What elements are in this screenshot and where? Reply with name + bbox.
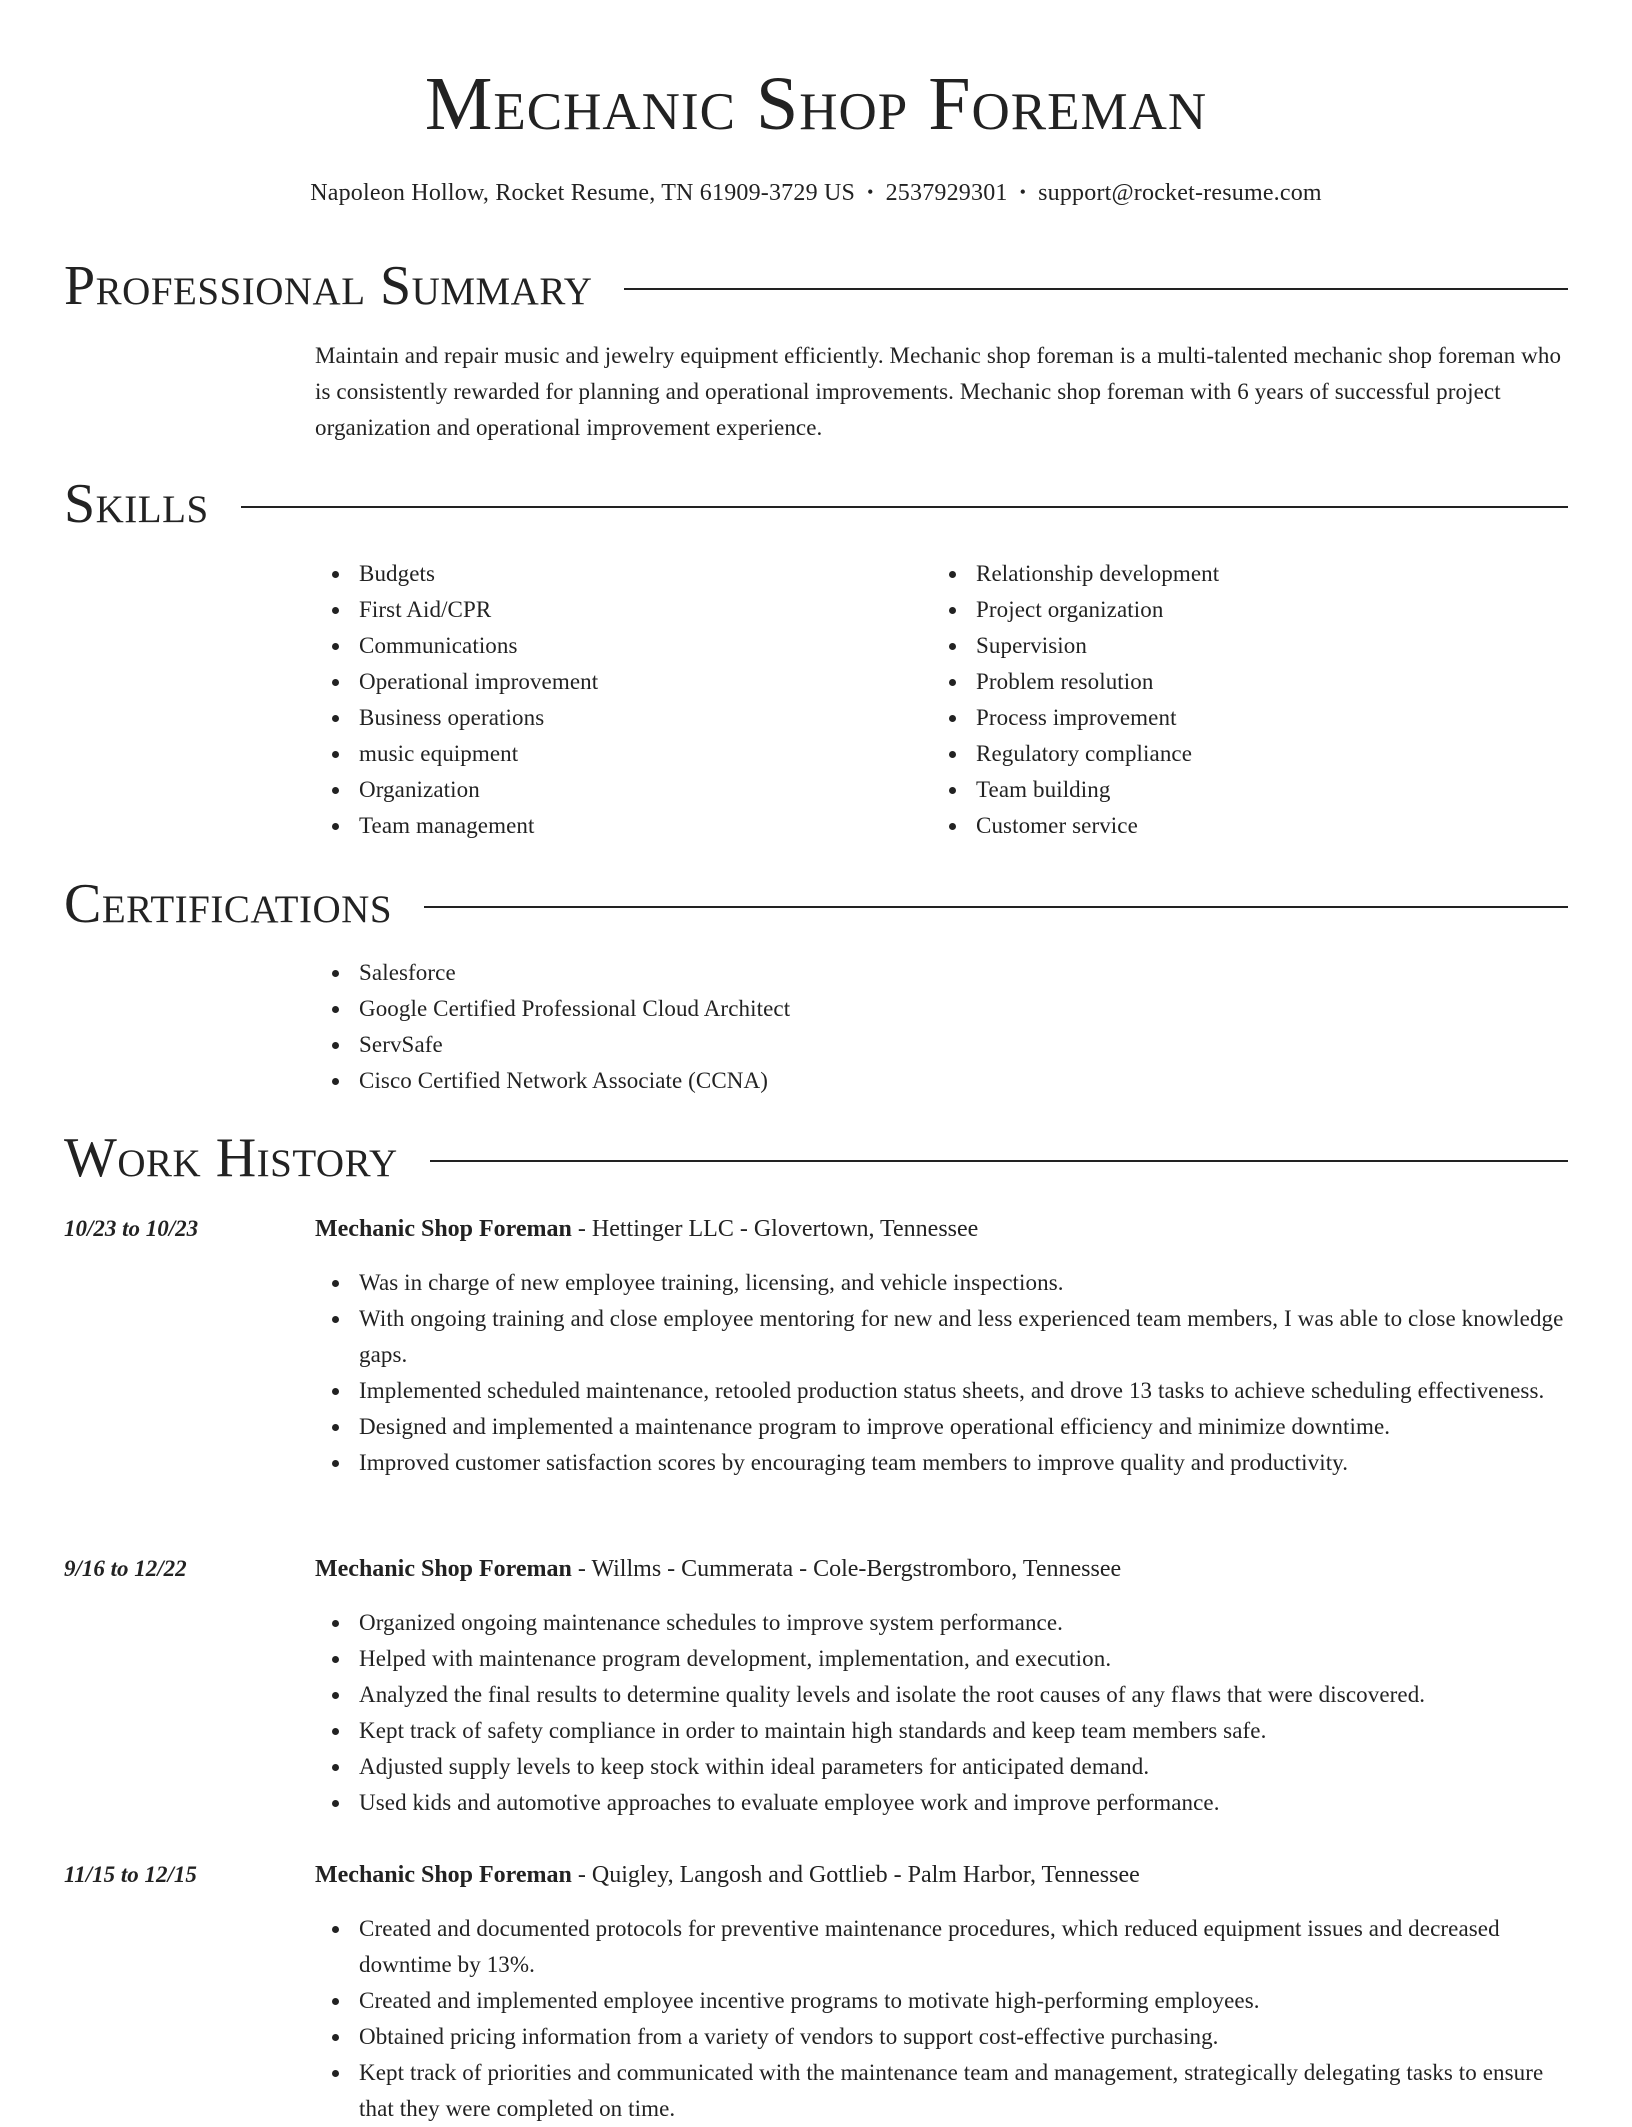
job-dates: 9/16 to 12/22 [64, 1556, 187, 1581]
job-bullets [315, 1265, 1568, 1481]
job-role: Mechanic Shop Foreman [315, 1556, 572, 1582]
section-divider [241, 506, 1568, 508]
skill-item: Supervision [976, 628, 1532, 664]
job-bullet: Adjusted supply levels to keep stock within ideal parameters for anticipated demand. [359, 1749, 1568, 1785]
job-bullet: Obtained pricing information from a variety of vendors to support cost-effective purchasing. [359, 2019, 1568, 2055]
contact-address: Napoleon Hollow, Rocket Resume, TN 61909-3729 US [310, 180, 856, 206]
job-bullet: Kept track of safety compliance in order to maintain high standards and keep team members safe. [359, 1713, 1568, 1749]
skill-item: Budgets [359, 556, 915, 592]
job-role: Mechanic Shop Foreman [315, 1862, 572, 1888]
skills-column-left [315, 556, 915, 844]
section-summary-header [64, 254, 1568, 318]
job-title-line [315, 1857, 1568, 1893]
contact-separator: • [867, 182, 874, 202]
job-company: - Quigley, Langosh and Gottlieb - Palm Harbor, Tennessee [571, 1862, 1140, 1888]
job-title-line [315, 1551, 1568, 1587]
job-bullet: Created and documented protocols for preventive maintenance procedures, which reduced equipment issues and decreased downtime by 13%. [359, 1911, 1568, 1983]
certification-item: ServSafe [359, 1027, 1568, 1063]
contact-phone: 2537929301 [885, 180, 1008, 206]
skill-item: Regulatory compliance [976, 736, 1532, 772]
resume-name: Mechanic Shop Foreman [424, 62, 1208, 146]
skill-item: Relationship development [976, 556, 1532, 592]
job-bullet: Helped with maintenance program development, implementation, and execution. [359, 1641, 1568, 1677]
job-bullet: Kept track of priorities and communicated with the maintenance team and management, strategically delegating tasks to ensure that they were completed on time. [359, 2055, 1568, 2127]
job-bullets [315, 1911, 1568, 2127]
job-bullet: Created and implemented employee incentive programs to motivate high-performing employees. [359, 1983, 1568, 2019]
job-bullets [315, 1605, 1568, 1821]
job-dates: 11/15 to 12/15 [64, 1862, 197, 1887]
job-bullet: With ongoing training and close employee mentoring for new and less experienced team members, I was able to close knowledge gaps. [359, 1301, 1568, 1373]
job-bullet: Analyzed the final results to determine quality levels and isolate the root causes of any flaws that were discovered. [359, 1677, 1568, 1713]
job-bullet: Used kids and automotive approaches to evaluate employee work and improve performance. [359, 1785, 1568, 1821]
job-bullet: Designed and implemented a maintenance program to improve operational efficiency and minimize downtime. [359, 1409, 1568, 1445]
section-divider [430, 1160, 1568, 1162]
section-work-header [64, 1126, 1568, 1190]
job-bullet: Implemented scheduled maintenance, retooled production status sheets, and drove 13 tasks to achieve scheduling effectiveness. [359, 1373, 1568, 1409]
contact-email[interactable]: support@rocket-resume.com [1038, 180, 1322, 206]
skill-item: Process improvement [976, 700, 1532, 736]
skill-item: Communications [359, 628, 915, 664]
certification-item: Salesforce [359, 955, 1568, 991]
skill-item: Team management [359, 808, 915, 844]
job-company: - Hettinger LLC - Glovertown, Tennessee [571, 1216, 979, 1242]
section-title-work: Work History [64, 1127, 398, 1189]
certification-item: Cisco Certified Network Associate (CCNA) [359, 1063, 1568, 1099]
section-skills-header [64, 472, 1568, 536]
job-bullet: Was in charge of new employee training, licensing, and vehicle inspections. [359, 1265, 1568, 1301]
contact-line [64, 176, 1568, 209]
section-title-certifications: Certifications [64, 873, 393, 935]
summary-text: Maintain and repair music and jewelry equipment efficiently. Mechanic shop foreman is a multi-talented mechanic shop foreman who is consistently rewarded for planning and operational improvements. Mechanic shop foreman with 6 years of successful project organization and operational improvement experience. [315, 343, 1562, 440]
section-title-skills: Skills [64, 473, 209, 535]
section-certifications-header [64, 872, 1568, 936]
job-title-line [315, 1211, 1568, 1247]
certification-item: Google Certified Professional Cloud Architect [359, 991, 1568, 1027]
skill-item: Operational improvement [359, 664, 915, 700]
contact-separator: • [1019, 182, 1027, 202]
skill-item: First Aid/CPR [359, 592, 915, 628]
section-divider [424, 906, 1568, 908]
skill-item: Project organization [976, 592, 1532, 628]
job-bullet: Organized ongoing maintenance schedules to improve system performance. [359, 1605, 1568, 1641]
section-divider [624, 288, 1568, 290]
skill-item: music equipment [359, 736, 915, 772]
skill-item: Customer service [976, 808, 1532, 844]
job-role: Mechanic Shop Foreman [315, 1216, 572, 1242]
job-company: - Willms - Cummerata - Cole-Bergstromboro, Tennessee [571, 1556, 1122, 1582]
certifications-list [315, 955, 1568, 1099]
section-title-summary: Professional Summary [64, 255, 593, 317]
skills-column-right [932, 556, 1532, 844]
job-bullet: Improved customer satisfaction scores by encouraging team members to improve quality and productivity. [359, 1445, 1568, 1481]
skill-item: Business operations [359, 700, 915, 736]
skill-item: Team building [976, 772, 1532, 808]
skill-item: Organization [359, 772, 915, 808]
resume-page [64, 0, 1568, 2121]
skill-item: Problem resolution [976, 664, 1532, 700]
job-dates: 10/23 to 10/23 [64, 1216, 199, 1241]
